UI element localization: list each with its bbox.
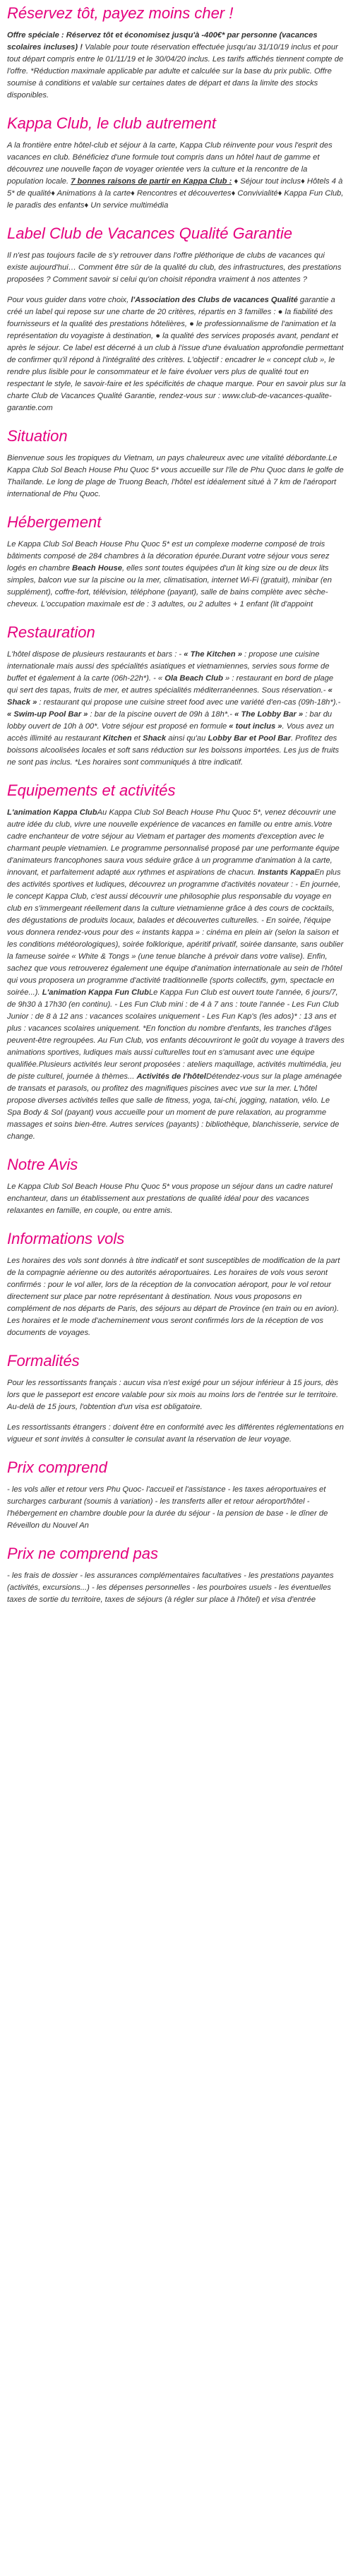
section-early-booking <box>7 4 346 102</box>
section-hebergement <box>7 513 346 611</box>
section-notre-avis <box>7 1156 346 1217</box>
section-body <box>7 1181 346 1217</box>
section-body <box>7 1377 346 1446</box>
section-paragraph: Les ressortissants étrangers : doivent être en conformité avec les différentes réglementations en vigueur et sont invités à consulter le consulat avant la réservation de leur voyage. <box>7 1423 344 1444</box>
section-formalites <box>7 1352 346 1446</box>
section-title: Informations vols <box>7 1230 125 1247</box>
section-body <box>7 1255 346 1339</box>
section-body <box>7 140 346 212</box>
section-title: Kappa Club, le club autrement <box>7 114 216 132</box>
section-paragraph: - les frais de dossier - les assurances complémentaires facultatives - les prestations payantes (activités, excursions...) - les dépenses personnelles - les pourboires usuels - les éventuelles taxes de sortie du territoire, taxes de séjours (à régler sur place à l'hôtel) et visa d'entrée <box>7 1571 334 1604</box>
section-situation <box>7 427 346 501</box>
section-kappa-club <box>7 114 346 212</box>
section-title: Réservez tôt, payez moins cher ! <box>7 4 234 22</box>
section-paragraph: Il n'est pas toujours facile de s'y retrouver dans l'offre pléthorique de clubs de vacances qui existe aujourd'hui… Comment être sûr de la qualité du club, des infrastructures, des prestations proposées ? Comment savoir si celui qu'on choisit répondra vraiment à nos attentes ? <box>7 251 342 284</box>
section-title: Restauration <box>7 623 95 641</box>
section-body <box>7 250 346 414</box>
section-paragraph: A la frontière entre hôtel-club et séjour à la carte, Kappa Club réinvente pour vous l'esprit des vacances en club. Bénéficiez d'une formule tout compris dans un hôtel haut de gamme et découvrez une nouvelle façon de voyager orientée vers la culture et la rencontre de la population locale. 7 bonnes raisons de partir en Kappa Club : ♦ Séjour tout inclus♦ Hôtels 4 à 5* de qualité♦ Animations à la carte♦ Rencontres et découvertes♦ Convivialité♦ Kappa Fun Club, le paradis des enfants♦ Un service multimédia <box>7 141 344 210</box>
section-prix-ne-comprend-pas <box>7 1545 346 1606</box>
section-title: Equipements et activités <box>7 781 176 799</box>
section-paragraph: Pour les ressortissants français : aucun visa n'est exigé pour un séjour inférieur à 15 jours, dès lors que le passeport est encore valable pour six mois au moins lors de l'entrée sur le territoire. Au-delà de 15 jours, l'obtention d'un visa est obligatoire. <box>7 1379 339 1411</box>
section-title: Hébergement <box>7 513 102 531</box>
section-paragraph: Les horaires des vols sont donnés à titre indicatif et sont susceptibles de modification de la part de la compagnie aérienne ou des autorités aéroportuaires. Les horaires de vols vous seront confirmés : pour le vol aller, lors de la réception de la convocation aéroport, pour le vol retour directement sur place par notre représentant à destination. Nous vous proposons en complément de nos départs de Paris, des séjours au départ de Province (en train ou en avion). Les horaires et le mode d'acheminement vous seront confirmés lors de la réception de vos documents de voyages. <box>7 1257 340 1337</box>
section-title: Formalités <box>7 1352 80 1370</box>
section-informations-vols <box>7 1230 346 1339</box>
section-body <box>7 649 346 769</box>
section-body <box>7 1484 346 1532</box>
section-restauration <box>7 623 346 769</box>
section-paragraph: Le Kappa Club Sol Beach House Phu Quoc 5* vous propose un séjour dans un cadre naturel enchanteur, dans un établissement aux prestations de qualité idéal pour des vacances relaxantes en famille, en couple, ou entre amis. <box>7 1182 333 1215</box>
section-body <box>7 539 346 611</box>
section-prix-comprend <box>7 1458 346 1532</box>
section-paragraph: L'animation Kappa ClubAu Kappa Club Sol Beach House Phu Quoc 5*, venez découvrir une autre idée du club, vivre une nouvelle expérience de vacances en famille ou entre amis.Votre cadre enchanteur de votre séjour au Vietnam et partager des moments d'exception avec le charmant peuple vietnamien. Le programme personnalisé proposé par une performante équipe d'animateurs francophones saura vous séduire grâce à un programme d'animation à la carte, innovant, et parfaitement adapté aux rythmes et aspirations de chacun. Instants KappaEn plus des activités sportives et ludiques, découvrez un programme d'activités novateur : - En journée, le concept Kappa Club, c'est aussi découvrir une philosophie plus responsable du voyage en club en s'immergeant réellement dans la culture vietnamienne grâce à des cours de cocktails, des dégustations de produits locaux, balades et découvertes culturelles. - En soirée, l'équipe vous donnera rendez-vous pour des « instants kappa » : cinéma en plein air (selon la saison et les conditions météorologiques), soirée folklorique, apéritif privatif, soirée dansante, sans oublier la fameuse soirée « White & Tongs » (une tenue blanche à prévoir dans votre valise). Enfin, sachez que vous retrouverez également une équipe d'animation internationale au sein de l'hôtel qui vous proposera un programme d'activité traditionnelle (sports collectifs, gym, spectacle en soirée...). L'animation Kappa Fun ClubLe Kappa Fun Club est ouvert toute l'année, 6 jours/7, de 9h30 à 17h30 (en continu). - Les Fun Club mini : de 4 à 7 ans : toute l'année - Les Fun Club Junior : de 8 à 12 ans : vacances scolaires uniquement - Les Fun Kap's (les ados)* : 13 ans et plus : vacances scolaires uniquement. *En fonction du nombre d'enfants, les tranches d'âges peuvent-être regroupées. Au Fun Club, vos enfants découvriront le goût du voyage à travers des animations sportives, ludiques mais aussi culturelles tout en s'amusant avec une équipe qualifiée.Plusieurs activités leur seront proposées : ateliers maquillage, activités multimédia, jeu de piste culturel, journée à thèmes... Activités de l'hôtelDétendez-vous sur la plage aménagée de transats et parasols, ou profitez des magnifiques piscines avec vue sur la mer. L'hôtel propose diverses activités telles que salle de fitness, yoga, tai-chi, jogging, natation, vélo. Le Spa Body & Sol (payant) vous accueille pour un moment de pure relaxation, au programme massages et soins bien-être. Autres services (payants) : bibliothèque, blanchisserie, service de change. <box>7 808 345 1141</box>
section-body <box>7 30 346 102</box>
section-paragraph: - les vols aller et retour vers Phu Quoc- l'accueil et l'assistance - les taxes aéroportuaires et surcharges carburant (soumis à variation) - les transferts aller et retour aéroport/hôtel - l'hébergement en chambre double pour la durée du séjour - la pension de base - le dîner de Réveillon du Nouvel An <box>7 1485 328 1530</box>
section-paragraph: Pour vous guider dans votre choix, l'Association des Clubs de vacances Qualité garantie a créé un label qui repose sur une charte de 20 critères, répartis en 3 familles : ● la fiabilité des fournisseurs et la qualité des prestations hôtelières, ● le professionnalisme de l'animation et la représentation du voyagiste à destination, ● la qualité des services proposés avant, pendant et après le séjour. Ce label est décerné à un club à l'issue d'une évaluation approfondie permettant de confirmer qu'il répond à l'intégralité des critères. L'objectif : encadrer le « concept club », le rendre plus lisible pour le consommateur et le faire évoluer vers plus de qualité tout en respectant le style, le savoir-faire et les spécificités de chaque marque. Pour en savoir plus sur la charte Club de Vacances Qualité Garantie, rendez-vous sur : www.club-de-vacances-qualite-garantie.com <box>7 296 346 412</box>
section-paragraph: Offre spéciale : Réservez tôt et économisez jusqu'à -400€* par personne (vacances scolaires incluses) ! Valable pour toute réservation effectuée jusqu'au 31/10/19 inclus et pour tout départ compris entre le 01/11/19 et le 30/04/20 inclus. Les tarifs affichés tiennent compte de l'offre. *Réduction maximale applicable par adulte et calculée sur la base du prix public. Offre soumise à conditions et valable sur certaines dates de départ et dans la limite des stocks disponibles. <box>7 31 344 100</box>
section-title: Label Club de Vacances Qualité Garantie <box>7 224 292 242</box>
section-title: Notre Avis <box>7 1156 78 1173</box>
section-body <box>7 453 346 501</box>
section-body <box>7 807 346 1143</box>
section-paragraph: L'hôtel dispose de plusieurs restaurants et bars : - « The Kitchen » : propose une cuisine internationale mais aussi des spécialités asiatiques et vietnamiennes, servies sous forme de buffet et également à la carte (06h-22h*). - « Ola Beach Club » : restaurant en bord de plage qui sert des tapas, fruits de mer, et autres spécialités méditerranéennes. Sous réservation.- « Shack » : restaurant qui propose une cuisine street food avec une variété d'en-cas (09h-18h*).- « Swim-up Pool Bar » : bar de la piscine ouvert de 09h à 18h*.- « The Lobby Bar » : bar du lobby ouvert de 10h à 00*. Votre séjour est proposé en formule « tout inclus ». Vous avez un accès illimité au restaurant Kitchen et Shack ainsi qu'au Lobby Bar et Pool Bar. Profitez des boissons alcoolisées locales et soft sans réduction sur les boissons importées. Les jus de fruits ne sont pas inclus. *Les horaires sont communiqués à titre indicatif. <box>7 650 341 767</box>
section-title: Prix ne comprend pas <box>7 1545 158 1562</box>
section-title: Prix comprend <box>7 1458 107 1476</box>
section-title: Situation <box>7 427 68 445</box>
section-paragraph: Bienvenue sous les tropiques du Vietnam, un pays chaleureux avec une vitalité débordante.Le Kappa Club Sol Beach House Phu Quoc 5* vous accueille sur l'île de Phu Quoc dans le golfe de Thaïlande. Le long de plage de Truong Beach, l'hôtel est idéalement situé à 7 km de l'aéroport international de Phu Quoc. <box>7 454 344 498</box>
section-body <box>7 1570 346 1606</box>
section-equipements <box>7 781 346 1143</box>
section-paragraph: Le Kappa Club Sol Beach House Phu Quoc 5* est un complexe moderne composé de trois bâtiments composé de 284 chambres à la décoration épurée.Durant votre séjour vous serez logés en chambre Beach House, elles sont toutes équipées d'un lit king size ou de deux lits simples, balcon vue sur la piscine ou la mer, climatisation, internet Wi-Fi (gratuit), minibar (en supplément), coffre-fort, télévision, téléphone (payant), salle de bains complète avec sèche-cheveux. L'occupation maximale est de : 3 adultes, ou 2 adultes + 1 enfant (lit d'appoint <box>7 540 333 609</box>
section-label-qualite <box>7 224 346 414</box>
